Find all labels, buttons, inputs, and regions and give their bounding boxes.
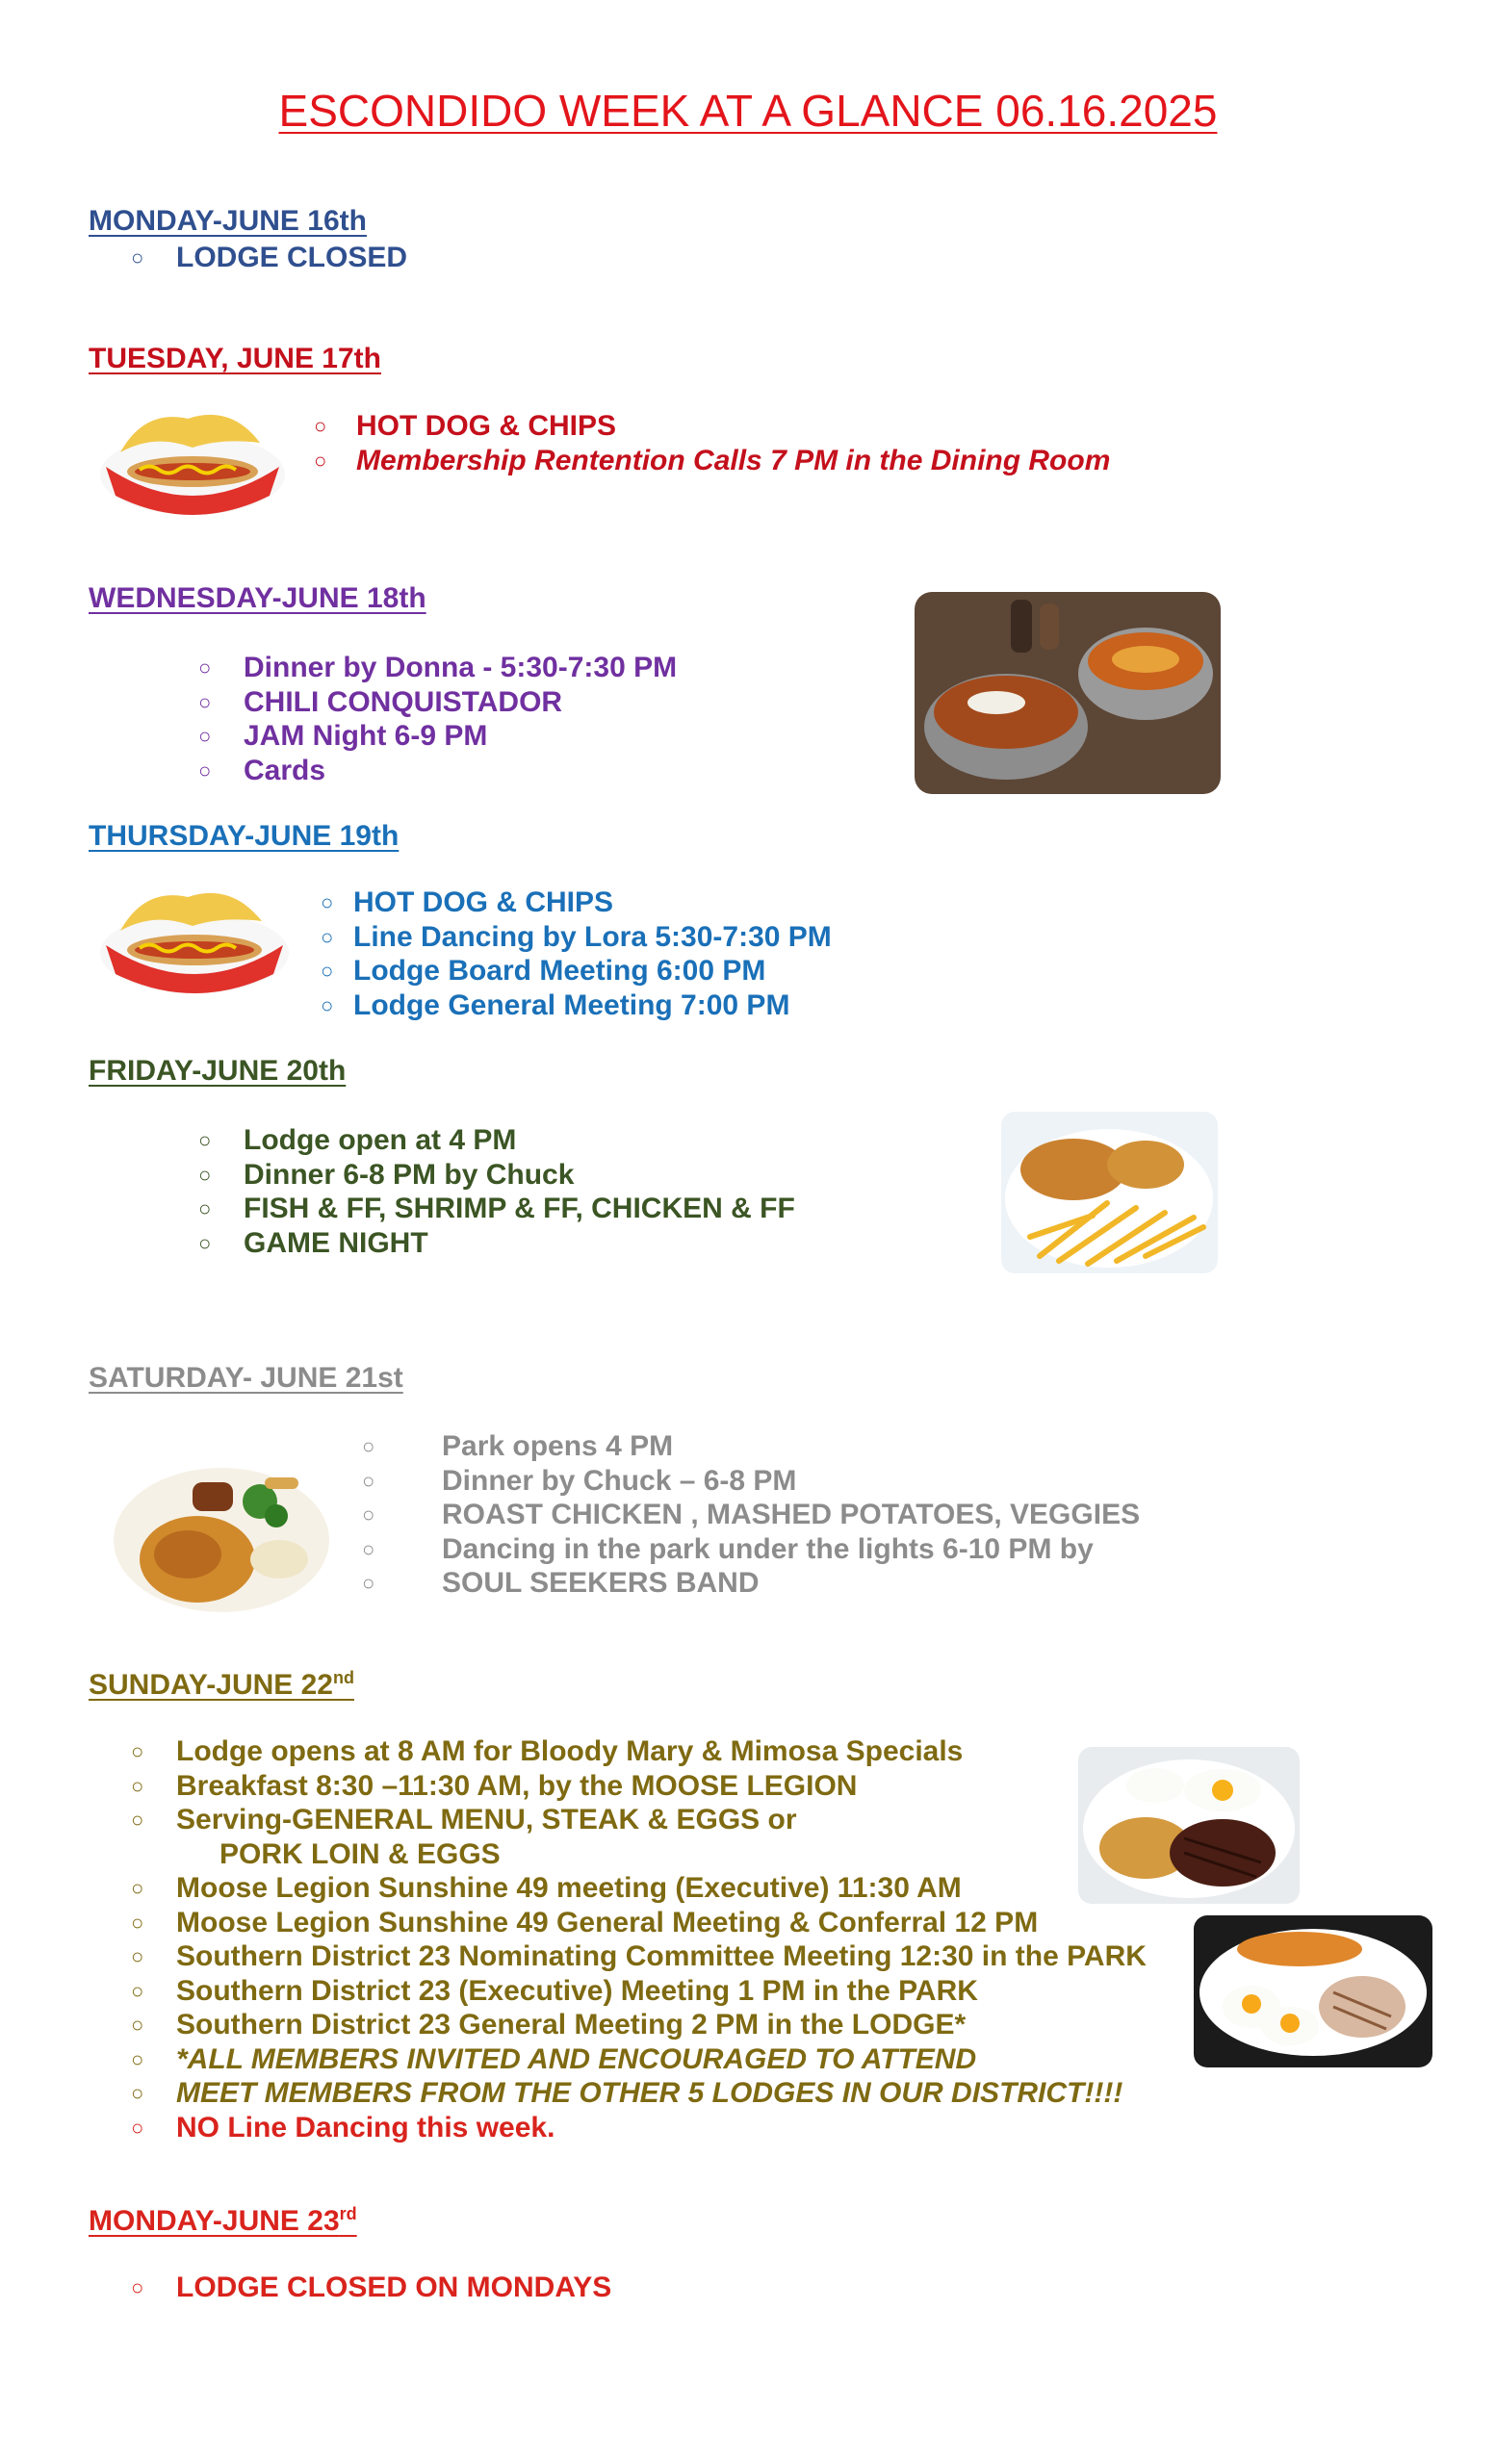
- thursday-heading: THURSDAY-JUNE 19th: [89, 820, 400, 852]
- wednesday-heading: WEDNESDAY-JUNE 18th: [89, 582, 426, 614]
- monday-heading: MONDAY-JUNE 16th: [89, 205, 367, 237]
- fish-and-fries-photo: [1001, 1112, 1218, 1273]
- sunday-heading: SUNDAY-JUNE 22nd: [89, 1668, 354, 1701]
- hot-dog-and-chips-photo: [96, 878, 294, 1003]
- chili-bowls-photo: [915, 592, 1221, 794]
- steak-and-eggs-photo: [1078, 1747, 1300, 1904]
- tuesday-heading: TUESDAY, JUNE 17th: [89, 343, 381, 374]
- hot-dog-and-chips-photo: [96, 399, 289, 525]
- page-title: ESCONDIDO WEEK AT A GLANCE 06.16.2025: [278, 86, 1218, 136]
- pork-loin-and-eggs-photo: [1194, 1915, 1432, 2067]
- friday-heading: FRIDAY-JUNE 20th: [89, 1055, 347, 1087]
- roast-chicken-plate-photo: [111, 1449, 332, 1617]
- saturday-heading: SATURDAY- JUNE 21st: [89, 1362, 403, 1394]
- monday2-heading: MONDAY-JUNE 23rd: [89, 2204, 357, 2237]
